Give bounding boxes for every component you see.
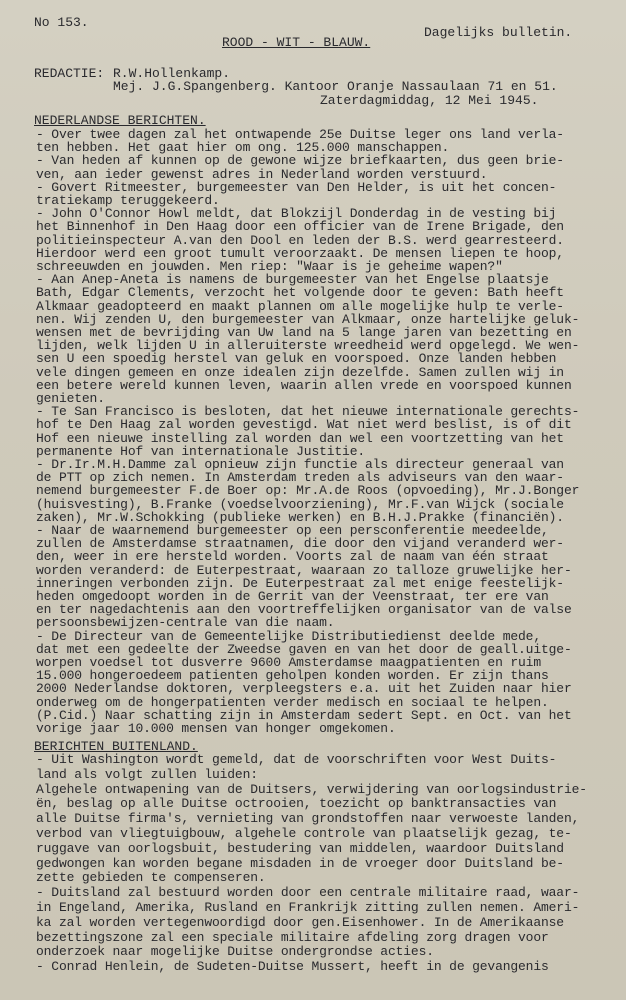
text-line: inneringen verbonden zijn. De Euterpestraat zal met enige feestelijk- — [36, 575, 564, 591]
editor-1: R.W.Hollenkamp. — [113, 66, 231, 81]
text-line: zette gebieden te compenseren. — [36, 870, 266, 886]
text-line: Hierdoor werd een groot tumult veroorzaakt. De mensen liepen te hoop, — [36, 245, 564, 261]
text-line: wensen met de bevrijding van Uw land na 5 lange jaren van bezetting en — [36, 325, 572, 340]
text-line: in Engeland, Amerika, Rusland en Frankrijk zitting zullen nemen. Ameri- — [36, 900, 580, 915]
text-line: - Dr.Ir.M.H.Damme zal opnieuw zijn functie als directeur generaal van — [36, 457, 564, 472]
bulletin-number: No 153. — [34, 15, 89, 30]
text-line: sen U een spoedig herstel van geluk en voorspoed. Onze landen hebben — [36, 351, 557, 367]
text-line: politieinspecteur A.van den Dool en leden der B.S. werd gearresteerd. — [36, 232, 564, 248]
text-line: Algehele ontwapening van de Duitsers, verwijdering van oorlogsindustrie- — [36, 781, 587, 797]
text-line: persoonsbewijzen-centrale van die naam. — [36, 615, 335, 631]
text-line: Alkmaar geadopteerd en maakt plannen om alle mogelijke hulp te verle- — [36, 298, 564, 314]
text-line: ën, beslag op alle Duitse octrooien, toezicht op banktransacties van — [36, 796, 557, 812]
text-line: hof te Den Haag zal worden gevestigd. Wat niet werd beslist, is of dit — [36, 417, 572, 433]
text-line: gedwongen kan worden begane misdaden in de vroeger door Duitsland be- — [36, 855, 564, 871]
text-line: - Te San Francisco is besloten, dat het nieuwe internationale gerechts- — [36, 404, 580, 420]
text-line: ka zal worden vertegenwoordigd door gen.Eisenhower. In de Amerikaanse — [36, 914, 564, 930]
text-line: alle Duitse firma's, vernieting van grondstoffen naar verwoeste landen, — [36, 811, 580, 827]
redactie-label: REDACTIE: — [34, 66, 105, 81]
text-line: de PTT op zich nemen. In Amsterdam treden als adviseurs van den waar- — [36, 470, 564, 486]
text-line: vele dingen gemeen en onze idealen zijn dezelfde. Samen zullen wij in — [36, 364, 564, 380]
text-line: ten hebben. Het gaat hier om ong. 125.000 manschappen. — [36, 140, 450, 156]
text-line: - Duitsland zal bestuurd worden door een centrale militaire raad, waar- — [36, 885, 580, 901]
text-line: en ter nagedachtenis aan den voortreffelijken organisator van de valse — [36, 602, 572, 618]
editor-2: Mej. J.G.Spangenberg. Kantoor Oranje Nassaulaan 71 en 51. — [113, 79, 558, 94]
text-line: - Van heden af kunnen op de gewone wijze briefkaarten, dus geen brie- — [36, 153, 564, 169]
text-line: 15.000 hongeroedeem patienten geholpen konden worden. Er zijn thans — [36, 668, 549, 684]
text-line: - John O'Connor Howl meldt, dat Blokzijl Donderdag in de vesting bij — [36, 206, 557, 222]
text-line: zaken), Mr.W.Schokking (publieke werken) en B.H.J.Prakke (financiën). — [36, 509, 564, 525]
text-line: worpen voedsel tot dusverre 9600 Amsterdamse maagpatienten en ruim — [36, 655, 541, 670]
text-line: permanente Hof van internationale Justitie. — [36, 443, 366, 459]
text-line: ven, aan ieder gewenst adres in Nederland worden verstuurd. — [36, 166, 488, 182]
text-line: - De Directeur van de Gemeentelijke Distributiedienst deelde mede, — [36, 628, 541, 644]
text-line: Bath, Edgar Clements, verzocht het volgende door te geven: Bath heeft — [36, 285, 564, 301]
text-line: - Uit Washington wordt gemeld, dat de voorschriften voor West Duits- — [36, 752, 557, 767]
issue-date: Zaterdagmiddag, 12 Mei 1945. — [320, 93, 539, 108]
text-line: - Conrad Henlein, de Sudeten-Duitse Mussert, heeft in de gevangenis — [36, 959, 549, 975]
section-heading-buitenland: BERICHTEN BUITENLAND. — [34, 739, 198, 754]
text-line: den, weer in ere hersteld worden. Voorts zal de naam van één straat — [36, 549, 549, 565]
text-line: nemend burgemeester F.de Boer op: Mr.A.de Roos (opvoeding), Mr.J.Bonger — [36, 483, 580, 499]
text-line: - Over twee dagen zal het ontwapende 25e Duitse leger ons land verla- — [36, 127, 564, 142]
text-line: verbod van vliegtuigbouw, algehele controle van plaatselijk gezag, te- — [36, 826, 572, 841]
text-line: heden omgedoopt worden in de Gerrit van der Veenstraat, ter ere van — [36, 589, 549, 604]
bulletin-type: Dagelijks bulletin. — [424, 25, 573, 40]
text-line: worden veranderd: de Euterpestraat, waaraan zo talloze gruwelijke her- — [36, 562, 572, 578]
text-line: land als volgt zullen luiden: — [36, 766, 258, 782]
text-line: - Naar de waarnemend burgemeester op een persconferentie meedeelde, — [36, 523, 549, 538]
text-line: tratiekamp teruggekeerd. — [36, 193, 220, 208]
text-line: schreeuwden en jouwden. Men riep: "Waar is je geheime wapen?" — [36, 259, 503, 274]
text-line: onderzoek naar mogelijke Duitse ondergrondse acties. — [36, 944, 434, 960]
text-line: lijden, welk lijden U in alleruiterste wreedheid werd opgelegd. We wen- — [36, 338, 580, 354]
bulletin-title: ROOD - WIT - BLAUW. — [222, 35, 371, 50]
text-line: een betere wereld kunnen leven, waarin allen vrede en voorspoed kunnen — [36, 377, 572, 393]
text-line: ruggave van oorlogsbuit, bestudering van middelen, waardoor Duitsland — [36, 840, 564, 856]
text-line: (P.Cid.) Naar schatting zijn in Amsterdam sedert Sept. en Oct. van het — [36, 707, 572, 723]
section-heading-nederland: NEDERLANDSE BERICHTEN. — [34, 113, 206, 128]
text-line: het Binnenhof in Den Haag door een officier van de Irene Brigade, den — [36, 219, 564, 235]
text-line: vorige jaar 10.000 mensen van honger omgekomen. — [36, 721, 396, 736]
text-line: 2000 Nederlandse doktoren, verpleegsters e.a. uit het Zuiden naar hier — [36, 681, 572, 697]
text-line: bezettingszone zal een speciale militaire afdeling zorg dragen voor — [36, 929, 549, 945]
text-line: genieten. — [36, 391, 105, 406]
text-line: nen. Wij zenden U, den burgemeester van Alkmaar, onze hartelijke geluk- — [36, 311, 580, 327]
text-line: Hof een nieuwe instelling zal worden dan wel een voortzetting van het — [36, 430, 564, 446]
text-line: zullen de Amsterdamse straatnamen, die door den vijand veranderd wer- — [36, 536, 564, 552]
text-line: (huisvesting), B.Franke (voedselvoorziening), Mr.F.van Wijck (sociale — [36, 496, 564, 512]
text-line: - Govert Ritmeester, burgemeester van Den Helder, is uit het concen- — [36, 179, 557, 195]
text-line: onderweg om de hongerpatienten verder medisch en sociaal te helpen. — [36, 694, 549, 710]
text-line: - Aan Anep-Aneta is namens de burgemeester van het Engelse plaatsje — [36, 272, 549, 288]
text-line: dat met een gedeelte der Zweedse gaven en van het door de geall.uitge- — [36, 641, 572, 657]
